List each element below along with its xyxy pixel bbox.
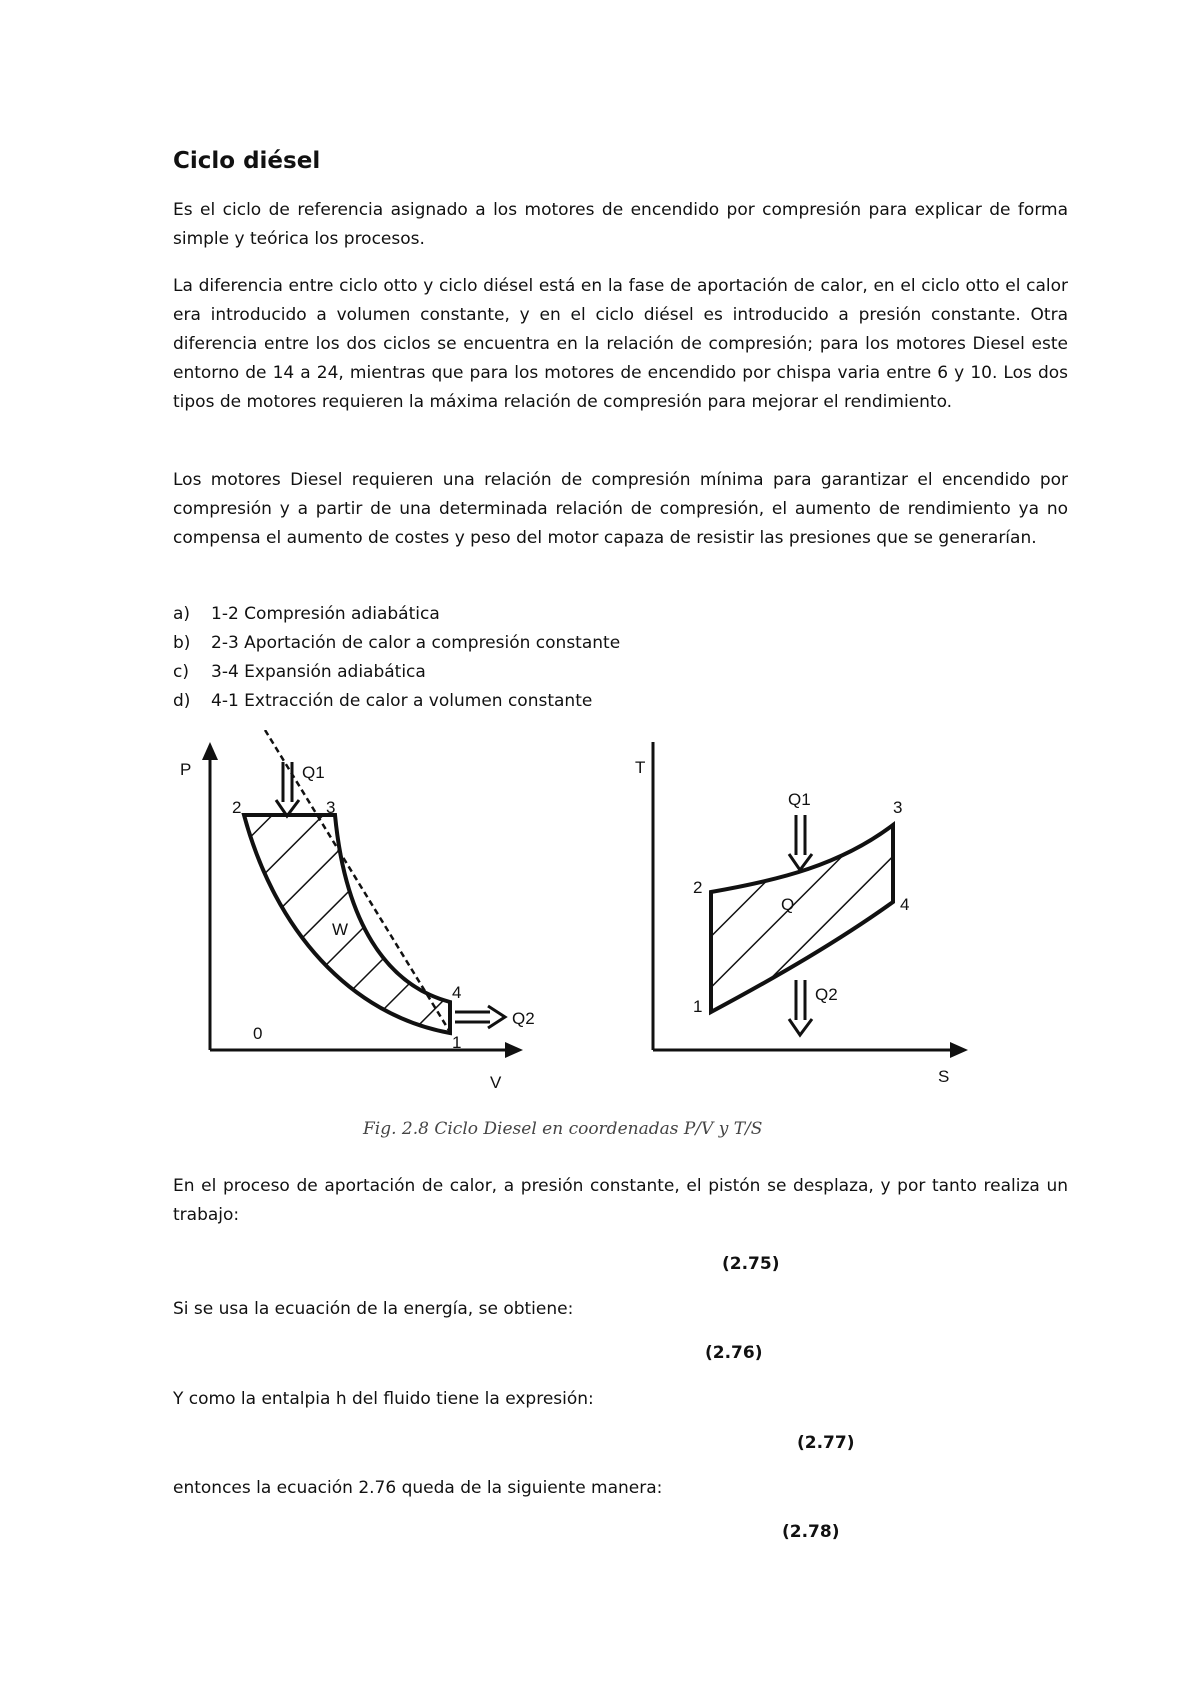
- paragraph-result: entonces la ecuación 2.76 queda de la siguiente manera:: [173, 1478, 663, 1498]
- pv-point-label: 1: [452, 1033, 462, 1052]
- equation-number: (2.75): [722, 1254, 780, 1274]
- ts-q2-label: Q2: [815, 985, 838, 1004]
- v-axis-arrow-icon: [505, 1042, 523, 1058]
- pv-axis-label-p: P: [180, 760, 192, 779]
- list-item: d) 4-1 Extracción de calor a volumen constante: [173, 691, 593, 711]
- paragraph-differences: La diferencia entre ciclo otto y ciclo diésel está en la fase de aportación de calor, en el ciclo otto el calor era introducido a volumen constante, y en el ciclo diésel es introducido a presión constante. Otra diferencia entre los dos ciclos se encuentra en la relación de compresión; para los motores Diesel este entorno de 14 a 24, mientras que para los motores de encendido por chispa varia entre 6 y 10. Los dos tipos de motores requieren la máxima relación de compresión para mejorar el rendimiento.: [173, 276, 1068, 412]
- process-list: [173, 600, 620, 716]
- ts-q1-label: Q1: [788, 790, 811, 809]
- pv-point-label: 4: [452, 983, 462, 1002]
- section-title: Ciclo diésel: [173, 148, 321, 174]
- equation-number: (2.78): [782, 1522, 840, 1542]
- ts-point-label: 4: [900, 895, 910, 914]
- paragraph-energy: Si se usa la ecuación de la energía, se obtiene:: [173, 1299, 574, 1319]
- pv-diagram: [180, 730, 535, 1092]
- pv-work-label: W: [332, 920, 349, 939]
- list-item: c) 3-4 Expansión adiabática: [173, 662, 426, 682]
- diesel-cycle-figure: [0, 730, 1200, 1100]
- equation-number: (2.77): [797, 1433, 855, 1453]
- ts-point-label: 2: [693, 878, 703, 897]
- ts-cycle-area: [711, 825, 893, 1012]
- paragraph-work: En el proceso de aportación de calor, a presión constante, el pistón se desplaza, y por tanto realiza un trabajo:: [173, 1176, 1068, 1225]
- list-item: b) 2-3 Aportación de calor a compresión constante: [173, 633, 621, 653]
- pv-point-label: 3: [326, 798, 336, 817]
- paragraph-intro: Es el ciclo de referencia asignado a los motores de encendido por compresión para explicar de forma simple y teórica los procesos.: [173, 200, 1068, 249]
- paragraph-compression: Los motores Diesel requieren una relación de compresión mínima para garantizar el encendido por compresión y a partir de una determinada relación de compresión, el aumento de rendimiento ya no compensa el aumento de costes y peso del motor capaza de resistir las presiones que se generarían.: [173, 470, 1068, 548]
- pv-q1-label: Q1: [302, 763, 325, 782]
- paragraph-enthalpy: Y como la entalpia h del fluido tiene la expresión:: [173, 1389, 594, 1409]
- pv-axis-label-v: V: [490, 1073, 502, 1092]
- pv-point-label: 2: [232, 798, 242, 817]
- ts-diagram: [635, 742, 968, 1086]
- ts-heat-label: Q: [781, 895, 795, 914]
- pv-q1-arrow-icon: [276, 762, 299, 816]
- list-item: a) 1-2 Compresión adiabática: [173, 604, 440, 624]
- ts-axis-label-s: S: [938, 1067, 950, 1086]
- figure-caption: Fig. 2.8 Ciclo Diesel en coordenadas P/V y T/S: [363, 1119, 763, 1139]
- ts-axis-label-t: T: [635, 758, 646, 777]
- p-axis-arrow-icon: [202, 742, 218, 760]
- pv-q2-label: Q2: [512, 1009, 535, 1028]
- ts-point-label: 1: [693, 997, 703, 1016]
- pv-point-label: 0: [253, 1024, 263, 1043]
- ts-point-label: 3: [893, 798, 903, 817]
- ts-q1-arrow-icon: [789, 815, 812, 870]
- ts-q2-arrow-icon: [789, 980, 812, 1035]
- s-axis-arrow-icon: [950, 1042, 968, 1058]
- pv-q2-arrow-icon: [455, 1006, 505, 1028]
- equation-number: (2.76): [705, 1343, 763, 1363]
